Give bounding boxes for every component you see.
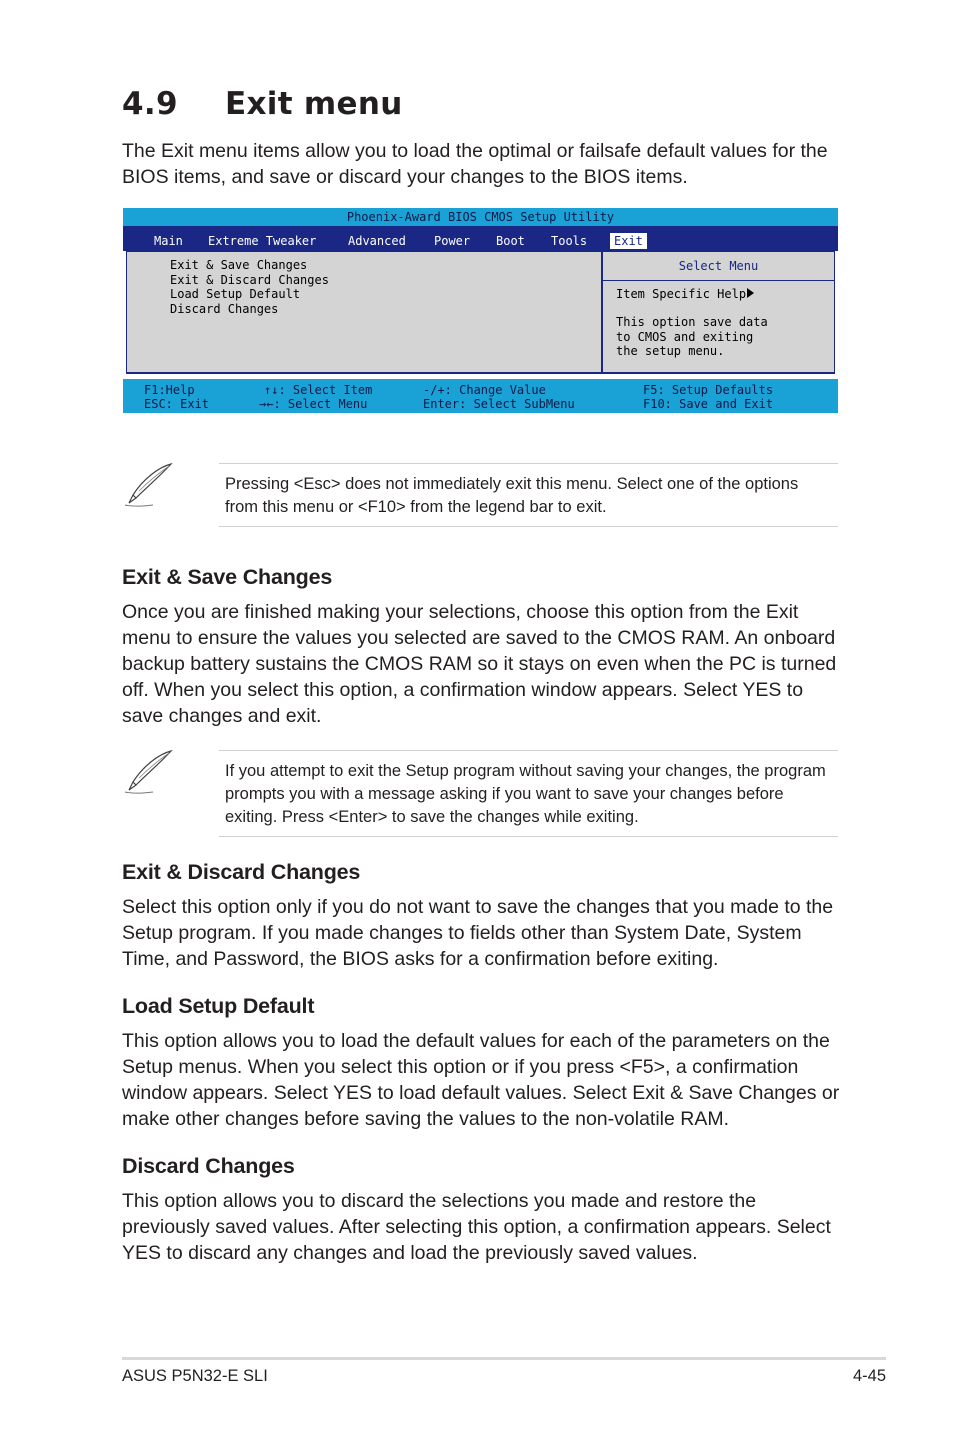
bios-menu-tools[interactable]: Tools [551,234,588,248]
bios-option-discard[interactable]: Discard Changes [170,302,279,316]
legend-select-submenu: Enter: Select SubMenu [423,397,575,411]
bios-help-box [602,251,835,373]
legend-f10-save: F10: Save and Exit [643,397,774,411]
legend-select-item: ↑↓: Select Item [264,383,373,397]
bios-title-bar: Phoenix-Award BIOS CMOS Setup Utility [123,208,838,226]
footer-page-number: 4-45 [852,1367,886,1385]
section-number: 4.9 [122,86,178,122]
triangle-right-icon [747,288,754,298]
bios-option-load-default[interactable]: Load Setup Default [170,287,301,301]
section-text-exit-save: Once you are finished making your selections, choose this option from the Exit menu to ensure the values you selected are saved to the CMOS RAM. An onboard backup battery sustains the CMOS RAM so it stays on even when the PC is turned off. When you select this option, a confirmation window appears. Select YES to save changes and exit. [122,601,837,727]
footer-product: ASUS P5N32-E SLI [122,1367,268,1385]
bios-menu-power[interactable]: Power [434,234,471,248]
section-heading-discard: Discard Changes [122,1154,295,1178]
bios-menu-main[interactable]: Main [154,234,183,248]
legend-select-menu: →←: Select Menu [259,397,368,411]
footer-divider [122,1357,886,1360]
page-title [122,86,403,122]
section-text-load-default: This option allows you to load the default values for each of the parameters on the Setup menus. When you select this option or if you press <F5>, a confirmation window appears. Select YES to load default values. Select Exit & Save Changes or make other changes before saving the values to the non-volatile RAM. [122,1030,840,1130]
intro-paragraph: The Exit menu items allow you to load the optimal or failsafe default values for the BIOS items, and save or discard your changes to the BIOS items. [122,140,828,188]
bios-help-line: the setup menu. [616,344,725,358]
legend-f5-defaults: F5: Setup Defaults [643,383,774,397]
bios-option-exit-discard[interactable]: Exit & Discard Changes [170,273,329,287]
note-text: If you attempt to exit the Setup program without saving your changes, the program prompts you with a message asking if you want to save your changes before exiting. Press <Enter> to save the changes while exiting. [225,762,826,826]
section-heading-exit-discard: Exit & Discard Changes [122,860,361,884]
legend-change-value: -/+: Change Value [423,383,546,397]
bios-help-heading [616,287,754,302]
section-title: Exit menu [225,86,403,122]
section-text-exit-discard: Select this option only if you do not want to save the changes that you made to the Setup program. If you made changes to fields other than System Date, System Time, and Password, the BIOS asks for a confirmation before exiting. [122,896,834,970]
pen-note-icon [123,748,175,796]
section-text-discard: This option allows you to discard the selections you made and restore the previously saved values. After selecting this option, a confirmation appears. Select YES to discard any changes and load the previously saved values. [122,1190,831,1264]
section-heading-load-default: Load Setup Default [122,994,315,1018]
bios-help-title: Select Menu [603,252,834,281]
legend-f1-help: F1:Help [144,383,195,397]
bios-menu-extreme-tweaker[interactable]: Extreme Tweaker [208,234,317,248]
note-text: Pressing <Esc> does not immediately exit this menu. Select one of the options from this menu or <F10> from the legend bar to exit. [225,475,799,516]
bios-menu-boot[interactable]: Boot [496,234,525,248]
bios-option-exit-save[interactable]: Exit & Save Changes [170,258,308,272]
bios-options-box [126,251,602,373]
bios-help-heading-text: Item Specific Help [616,287,747,301]
note-box-esc [219,463,838,527]
bios-menu-advanced[interactable]: Advanced [348,234,406,248]
bios-menu-bar [123,226,838,251]
bios-legend-bar [123,379,838,413]
bios-help-line: This option save data [616,315,768,329]
note-box-save-prompt [219,750,838,837]
pen-note-icon [123,461,175,509]
bios-menu-exit[interactable]: Exit [610,233,647,249]
bios-screenshot [123,208,838,413]
legend-esc-exit: ESC: Exit [144,397,210,411]
section-heading-exit-save: Exit & Save Changes [122,565,333,589]
bios-help-line: to CMOS and exiting [616,330,754,344]
bios-main-panel [126,251,835,374]
